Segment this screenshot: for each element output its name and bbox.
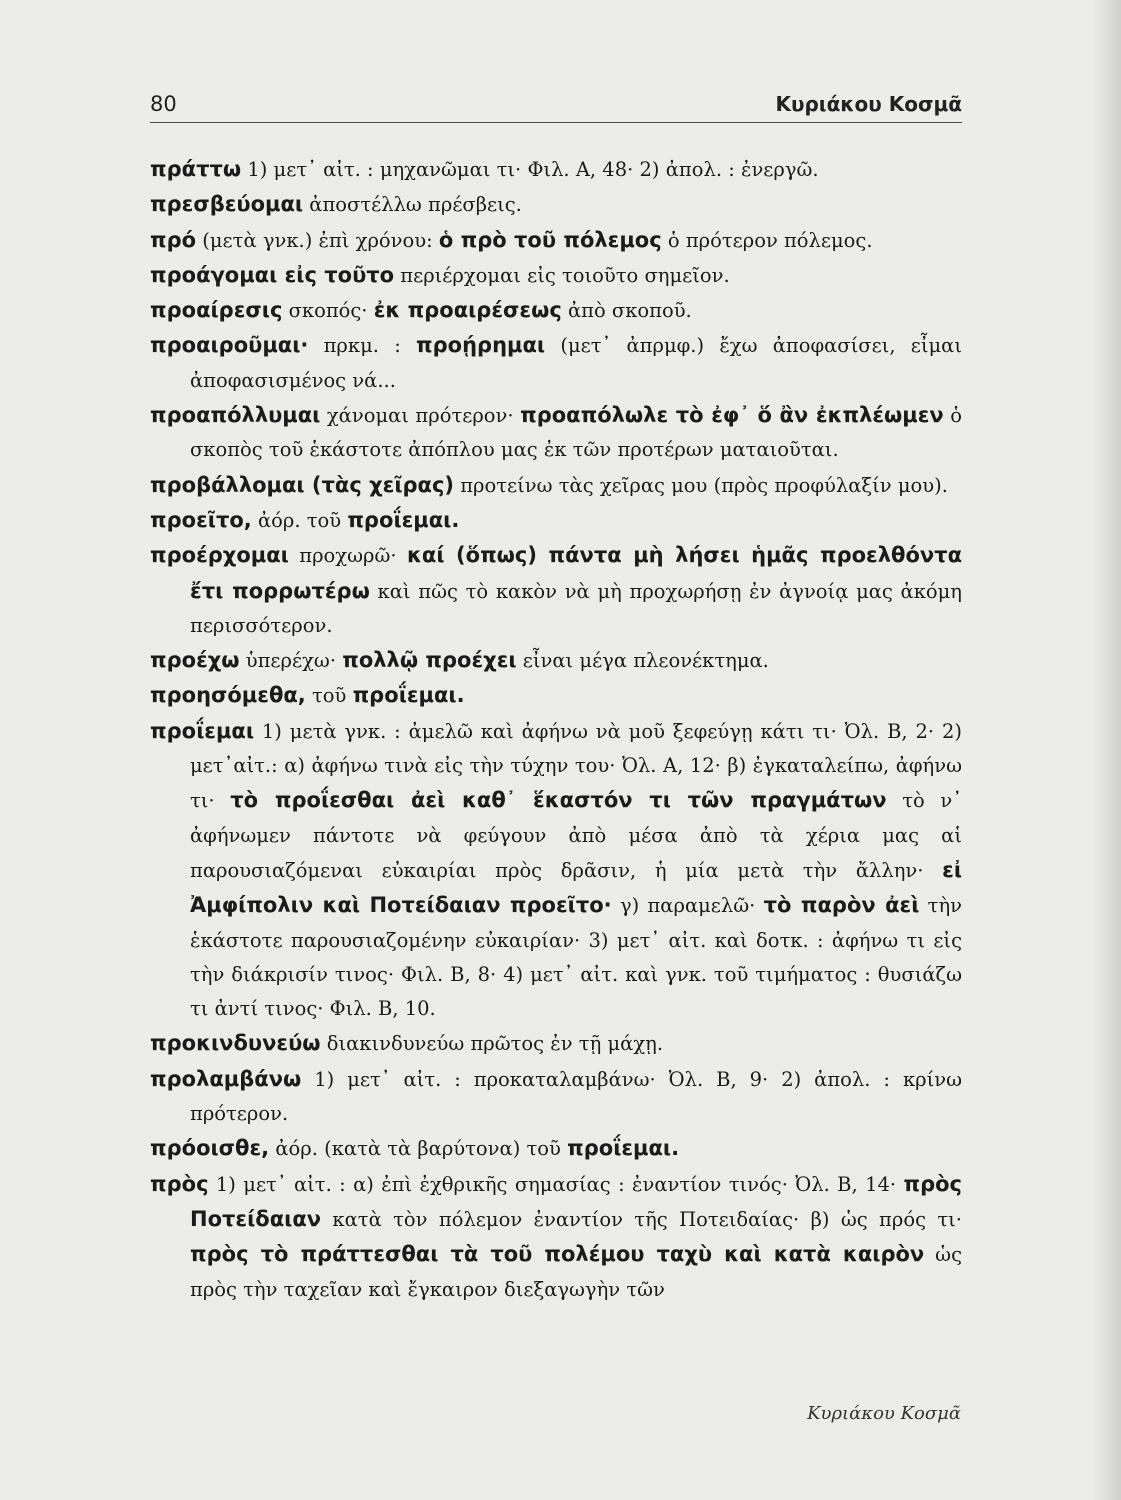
definition-text: ὁ πρότερον πόλεμος. [661,228,873,252]
headword-text: προαίρεσις [150,298,283,323]
footer-signature: Κυριάκου Κοσμᾶ [807,1403,961,1424]
headword-text: προαπόλωλε τὸ ἐφ᾽ ὅ ἂν ἐκπλέωμεν [520,403,944,428]
glossary-entry [150,1167,962,1307]
headword-text: προησόμεθα, [150,683,306,708]
definition-text: ἀποστέλλω πρέσβεις. [303,193,522,217]
definition-text: τὸ ν᾽ ἀφήνωμεν πάντοτε νὰ φεύγουν ἀπὸ μέσα ἀπὸ τὰ χέρια μας αἱ παρουσιαζόμεναι εὐκαιρίαι πρὸς δρᾶσιν, ἡ μία μετὰ τὴν ἄλλην· [190,789,962,882]
glossary-entry [150,468,962,503]
definition-text: γ) παραμελῶ· [611,894,764,918]
definition-text: ὡς πρὸς τὴν ταχεῖαν καὶ ἔγκαιρον διεξαγωγὴν τῶν [190,1243,962,1301]
definition-text: σκοπός· [282,299,374,323]
glossary-entry [150,643,962,678]
definition-text: κατὰ τὸν πόλεμον ἐναντίον τῆς Ποτειδαίας· β) ὡς πρός τι· [321,1207,962,1231]
headword-text: προάγομαι εἰς τοῦτο [150,262,395,287]
headword-text: προεῖτο, [150,507,252,532]
glossary-entry [150,328,962,398]
definition-text: καὶ πῶς τὸ κακὸν νὰ μὴ προχωρήσῃ ἐν ἀγνοίᾳ μας ἀκόμη περισσότερον. [190,579,962,637]
glossary-entry [150,538,962,643]
glossary-entry [150,398,962,468]
definition-text: περιέρχομαι εἰς τοιοῦτο σημεῖον. [394,263,730,287]
definition-text: (μετ᾽ ἀπρμφ.) ἔχω ἀποφασίσει, εἶμαι ἀποφασισμένος νά... [190,334,962,392]
headword-text: προΐεμαι. [567,1136,680,1161]
headword-text: πρό [150,227,197,252]
headword-text: προΐεμαι [150,718,255,743]
headword-text: πρὸς [150,1171,209,1196]
definition-text: διακινδυνεύω πρῶτος ἐν τῇ μάχῃ. [320,1032,664,1056]
glossary-entry [150,1062,962,1132]
headword-text: προκινδυνεύω [150,1031,321,1056]
headword-text: πολλῷ προέχει [342,648,517,673]
glossary-entry [150,223,962,258]
glossary-entry [150,503,962,538]
headword-text: καί (ὅπως) πάντα μὴ λήσει ἡμᾶς προελθόντα ἔτι πορρωτέρω [190,543,963,603]
definition-text: ὁ σκοπὸς τοῦ ἑκάστοτε ἀπόπλου μας ἐκ τῶν προτέρων ματαιοῦται. [190,404,962,462]
definition-text: τοῦ [305,684,353,708]
page-number: 80 [150,92,177,116]
definition-text: εἶναι μέγα πλεονέκτημα. [516,649,769,673]
headword-text: πρὸς Ποτείδαιαν [190,1171,962,1231]
definition-text: τὴν ἑκάστοτε παρουσιαζομένην εὐκαιρίαν· 3) μετ᾽ αἰτ. καὶ δοτκ. : ἀφήνω τι εἰς τὴν διάκρισίν τινος· Φιλ. Β, 8· 4) μετ᾽ αἰτ. καὶ γνκ. τοῦ τιμήματος : θυσιάζω τι ἀντί τινος· Φιλ. Β, 10. [190,894,962,1021]
headword-text: πρεσβεύομαι [150,192,304,217]
headword-text: τὸ παρὸν ἀεὶ [763,893,920,918]
definition-text: προχωρῶ· [288,544,407,568]
headword-text: πρόοισθε, [150,1136,270,1161]
definition-text: ἀόρ. (κατὰ τὰ βαρύτονα) τοῦ [269,1137,568,1161]
glossary-entry [150,187,962,222]
headword-text: προβάλλομαι (τὰς χεῖρας) [150,472,455,497]
definition-text: προτείνω τὰς χεῖρας μου (πρὸς προφύλαξίν μου). [454,473,948,497]
glossary-entry [150,1131,962,1166]
headword-text: προΐεμαι. [347,507,460,532]
headword-text: προέρχομαι [150,543,289,568]
page-edge-shadow [1093,0,1121,1500]
header-rule [150,122,962,123]
definition-text: 1) μετ᾽ αἰτ. : μηχανῶμαι τι· Φιλ. Α, 48· 2) ἀπολ. : ἐνεργῶ. [241,158,819,181]
definition-text: ἀπὸ σκοποῦ. [561,299,692,323]
glossary-entry [150,714,962,1027]
headword-text: προλαμβάνω [150,1066,302,1091]
glossary-body [150,152,962,1307]
headword-text: προέχω [150,648,240,673]
headword-text: τὸ προΐεσθαι ἀεὶ καθ᾽ ἕκαστόν τι τῶν πραγμάτων [230,788,887,813]
definition-text: πρκμ. : [308,334,417,358]
headword-text: πράττω [150,157,242,181]
glossary-entry [150,678,962,713]
glossary-entry [150,258,962,293]
page-header [150,88,962,120]
definition-text: 1) μετ᾽ αἰτ. : προκαταλαμβάνω· Ὀλ. Β, 9· 2) ἀπολ. : κρίνω πρότερον. [190,1067,962,1126]
headword-text: προῄρημαι [416,333,546,358]
headword-text: ἐκ προαιρέσεως [373,298,562,323]
definition-text: (μετὰ γνκ.) ἐπὶ χρόνου: [196,228,439,252]
headword-text: ὁ πρὸ τοῦ πόλεμος [438,227,662,252]
glossary-entry [150,1026,962,1061]
glossary-entry [150,152,962,187]
headword-text: προαπόλλυμαι [150,403,321,428]
definition-text: ἀόρ. τοῦ [251,508,348,532]
headword-text: προαιροῦμαι· [150,333,309,358]
running-head: Κυριάκου Κοσμᾶ [775,92,962,116]
definition-text: ὑπερέχω· [239,649,343,673]
definition-text: χάνομαι πρότερον· [320,404,521,428]
headword-text: προΐεμαι. [352,683,465,708]
definition-text: 1) μετὰ γνκ. : ἀμελῶ καὶ ἀφήνω νὰ μοῦ ξεφεύγῃ κάτι τι· Ὀλ. Β, 2· 2) μετ᾽αἰτ.: α) ἀφήνω τινὰ εἰς τὴν τύχην του· Ὀλ. Α, 12· β) ἐγκαταλείπω, ἀφήνω τι· [190,719,962,813]
headword-text: εἰ Ἀμφίπολιν καὶ Ποτείδαιαν προεῖτο· [190,857,962,918]
glossary-entry [150,293,962,328]
headword-text: πρὸς τὸ πράττεσθαι τὰ τοῦ πολέμου ταχὺ καὶ κατὰ καιρὸν [190,1242,925,1267]
definition-text: 1) μετ᾽ αἰτ. : α) ἐπὶ ἐχθρικῆς σημασίας : ἐναντίον τινός· Ὀλ. Β, 14· [208,1172,904,1196]
